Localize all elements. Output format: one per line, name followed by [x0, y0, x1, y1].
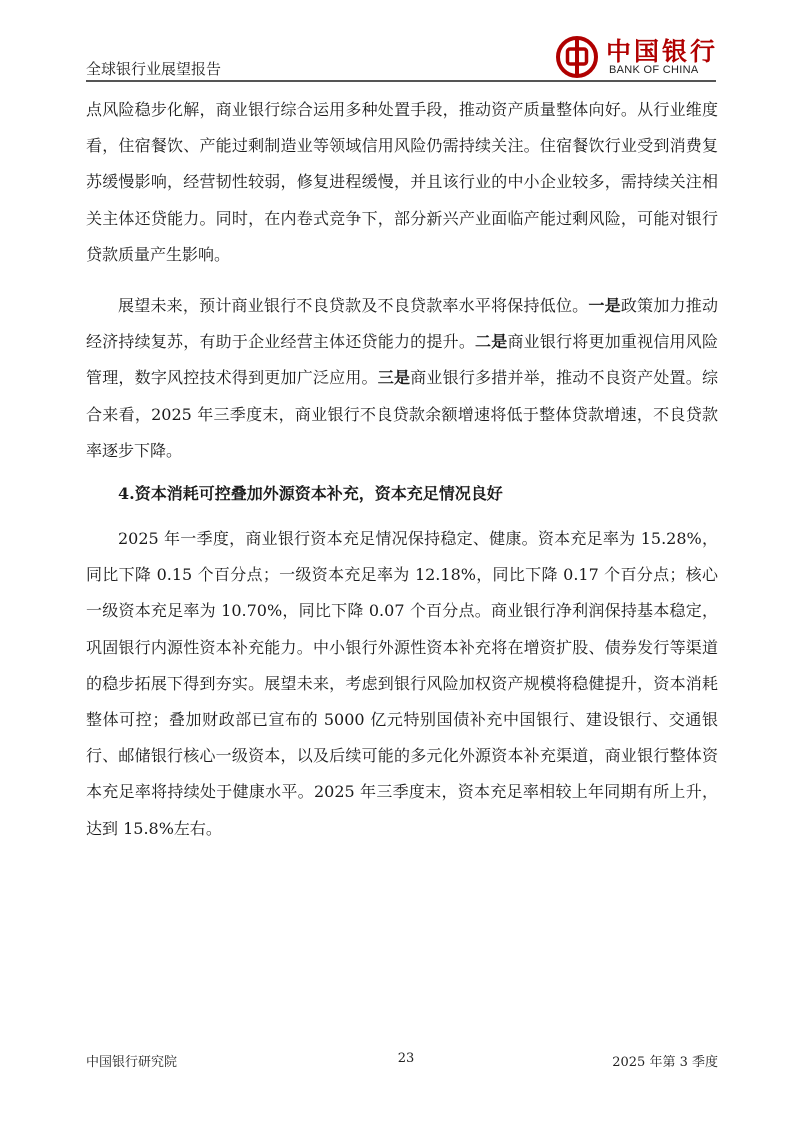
footer-period: 2025 年第 3 季度	[612, 1055, 718, 1070]
page-number: 23	[397, 1051, 415, 1066]
header-divider	[86, 80, 716, 82]
outlook-intro: 展望未来，预计商业银行不良贷款及不良贷款率水平将保持低位。	[118, 296, 589, 316]
bank-seal-icon	[556, 36, 598, 78]
point-one-label: 一是	[588, 296, 621, 316]
footer-institute: 中国银行研究院	[86, 1055, 178, 1070]
logo-chinese-name: 中国银行	[606, 37, 719, 66]
paragraph-capital-adequacy: 2025 年一季度，商业银行资本充足情况保持稳定、健康。资本充足率为 15.28%，同比下降 0.15 个百分点；一级资本充足率为 12.18%，同比下降 0.17 个百分点；核心一级资本充足率为 10.70%，同比下降 0.07 个百分点。商业银行净利润保持基本稳定，巩固银行内源性资本补充能力。中小银行外源性资本补充将在增资扩股、债券发行等渠道的稳步拓展下得到夯实。展望未来，考虑到银行风险加权资产规模将稳健提升，资本消耗整体可控；叠加财政部已宣布的 5000 亿元特别国债补充中国银行、建设银行、交通银行、邮储银行核心一级资本，以及后续可能的多元化外源资本补充渠道，商业银行整体资本充足率将持续处于健康水平。2025 年三季度末，资本充足率相较上年同期有所上升，达到 15.8%左右。	[86, 529, 718, 838]
paragraph-outlook-npl	[86, 288, 718, 469]
logo-english-name: BANK OF CHINA	[609, 64, 699, 76]
paragraph-asset-quality: 点风险稳步化解，商业银行综合运用多种处置手段，推动资产质量整体向好。从行业维度看，住宿餐饮、产能过剩制造业等领域信用风险仍需持续关注。住宿餐饮行业受到消费复苏缓慢影响，经营韧性较弱，修复进程缓慢，并且该行业的中小企业较多，需持续关注相关主体还贷能力。同时，在内卷式竞争下，部分新兴产业面临产能过剩风险，可能对银行贷款质量产生影响。	[86, 100, 718, 264]
point-three-label: 三是	[377, 368, 411, 388]
section-heading-capital: 4.资本消耗可控叠加外源资本补充，资本充足情况良好	[118, 484, 503, 504]
report-body	[86, 92, 718, 847]
point-one-text: 政策加力推动经济持续复苏，有助于企业经营主体还贷能力的提升。	[86, 296, 718, 352]
point-two-label: 二是	[475, 332, 508, 352]
point-three-text: 商业银行多措并举，推动不良资产处置。综合来看，2025 年三季度末，商业银行不良贷款余额增速将低于整体贷款增速，不良贷款率逐步下降。	[86, 368, 718, 460]
bank-logo	[556, 32, 719, 78]
report-title: 全球银行业展望报告	[86, 60, 222, 78]
point-two-text: 商业银行将更加重视信用风险管理，数字风控技术得到更加广泛应用。	[86, 332, 718, 388]
